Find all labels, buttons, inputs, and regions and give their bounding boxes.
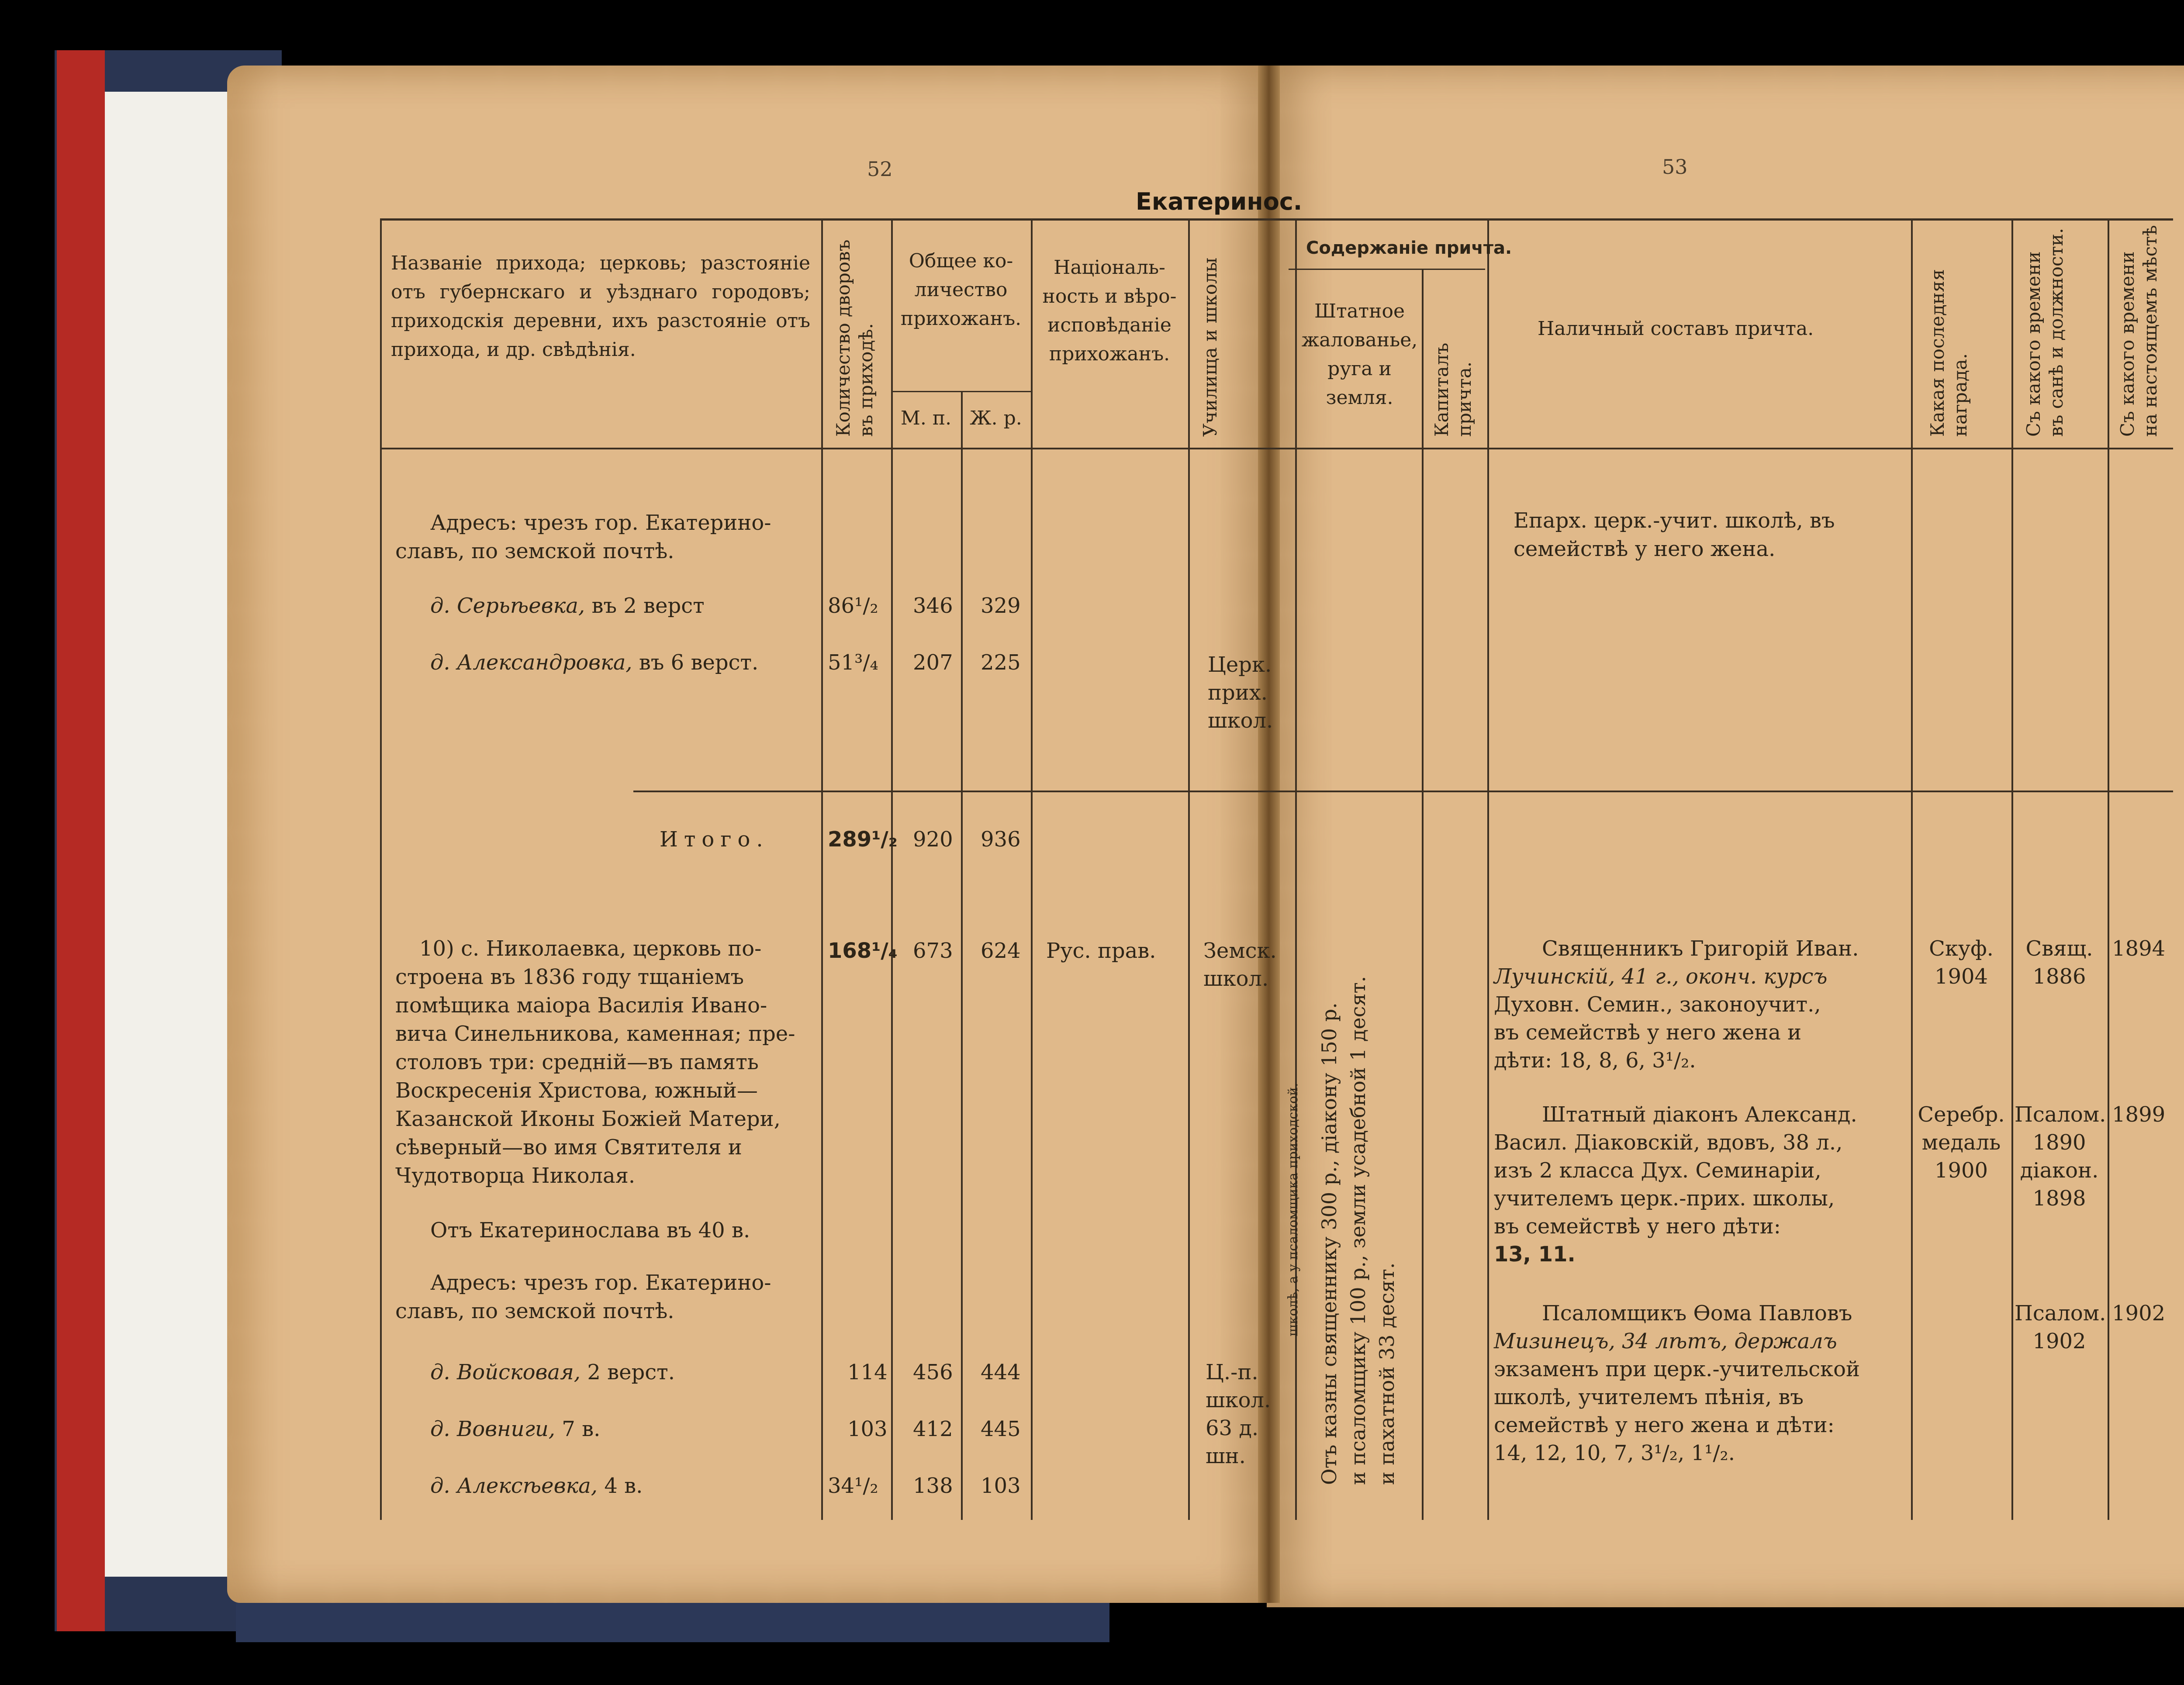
village-male: 138	[913, 1474, 953, 1498]
village-row: д. Серьѣевка, въ 2 верст	[430, 594, 705, 618]
col-rule-11	[2108, 218, 2109, 1520]
running-title: Екатеринос.	[1136, 188, 1303, 215]
village-households: 34¹/₂	[828, 1474, 878, 1498]
header-parish: Названіе прихода; церковь; разстояніе отъ губернскаго и уѣзднаго городовъ; приходскія деревни, ихъ разстояніе отъ прихода, и др. свѣдѣнія.	[391, 252, 810, 361]
village-female: 329	[981, 594, 1021, 618]
col-rule-0	[380, 218, 382, 1520]
totals-label: Итого.	[660, 827, 769, 852]
header-nationality: Національ-ность и вѣро-исповѣданіе прихожанъ.	[1042, 256, 1177, 365]
cover-red-edge	[57, 50, 105, 1631]
upper-address-line-2: славъ, по земской почтѣ.	[395, 539, 674, 563]
col-rule-3	[961, 391, 963, 1520]
header-schools: Училища и школы	[1199, 257, 1221, 437]
left-page-number: 52	[867, 157, 893, 181]
header-total: Общее ко- личество прихожанъ.	[900, 250, 1022, 330]
col-rule-5	[1188, 218, 1190, 1520]
village-households: 51³/₄	[828, 650, 878, 675]
priest-rank: Свящ. 1886	[2025, 936, 2093, 989]
parish-10-address-2: славъ, по земской почтѣ.	[395, 1299, 674, 1323]
upper-address-line-1: Адресъ: чрезъ гор. Екатерино-	[430, 511, 771, 535]
village-households: 103	[847, 1417, 888, 1441]
parish-10-school-2: Ц.-п. школ. 63 д. шн.	[1206, 1360, 1271, 1468]
header-clergy-support: Содержаніе причта.	[1306, 238, 1512, 258]
village-row: д. Войсковая, 2 верст.	[430, 1360, 675, 1385]
priest-place: 1894	[2112, 936, 2166, 961]
village-row: д. Александровка, въ 6 верст.	[430, 650, 759, 675]
flyleaf	[105, 92, 240, 1577]
priest-award: Скуф. 1904	[1929, 936, 1994, 989]
clergy-support-rotated: Отъ казны священнику 300 р., діакону 150 р. и псаломщику 100 р., земли усадебной 1 десят. и пахатной 33 десят.	[1317, 976, 1399, 1485]
header-households: Количество дворовъ въ приходѣ.	[833, 239, 877, 437]
psalmist-place: 1902	[2112, 1301, 2166, 1326]
col-rule-4	[1031, 218, 1033, 1520]
header-clergy: Наличный составъ причта.	[1538, 318, 1814, 340]
header-male: М. п.	[900, 407, 952, 429]
deacon-place: 1899	[2112, 1102, 2166, 1127]
header-since-place: Съ какого времени на настоящемъ мѣстѣ	[2117, 225, 2161, 437]
parish-10-male: 673	[913, 939, 953, 963]
deacon-award: Серебр. медаль 1900	[1918, 1102, 2005, 1183]
parish-10-school: Земск. школ.	[1203, 939, 1277, 991]
col-rule-8	[1487, 218, 1489, 1520]
col-rule-2	[891, 218, 893, 1520]
col-rule-10	[2011, 218, 2013, 1520]
upper-school: Церк. прих. школ.	[1208, 653, 1273, 733]
upper-clergy-note-2: семействѣ у него жена.	[1514, 537, 1776, 561]
village-households: 114	[847, 1360, 888, 1385]
upper-clergy-note-1: Епарх. церк.-учит. школѣ, въ	[1514, 508, 1835, 533]
col-rule-9	[1911, 218, 1913, 1520]
village-female: 445	[981, 1417, 1021, 1441]
village-female: 103	[981, 1474, 1021, 1498]
totals-female: 936	[981, 827, 1021, 852]
village-row: д. Вовниги, 7 в.	[430, 1417, 601, 1441]
psalmist-rank: Псалом. 1902	[2015, 1301, 2106, 1354]
header-salary: Штатное жалованье, руга и земля.	[1301, 300, 1418, 409]
support-note-small: школѣ, а у псаломщика приходской.	[1286, 1083, 1301, 1336]
parish-10-female: 624	[981, 939, 1021, 963]
header-rule	[380, 448, 2173, 449]
clergy-entry-deacon: Штатный діаконъ Александ. Васил. Діаковскій, вдовъ, 38 л., изъ 2 класса Дух. Семинаріи, учителемъ церк.-прих. школы, въ семействѣ у него дѣти: 13, 11.	[1494, 1102, 1857, 1267]
clergy-entry-priest: Священникъ Григорій Иван. Лучинскій, 41 г., оконч. курсъ Духовн. Семин., законоучит., въ семействѣ у него жена и дѣти: 18, 8, 6, 3¹/₂.	[1494, 936, 1859, 1073]
col-rule-7	[1422, 269, 1424, 1520]
col-rule-1	[821, 218, 823, 1520]
village-male: 346	[913, 594, 953, 618]
parish-10-households: 168¹/₄	[828, 939, 898, 963]
totals-rule	[633, 791, 2173, 792]
village-row: д. Алексѣевка, 4 в.	[430, 1474, 643, 1498]
village-male: 456	[913, 1360, 953, 1385]
header-female: Ж. р.	[970, 407, 1022, 429]
village-female: 444	[981, 1360, 1021, 1385]
header-award: Какая последняя награда.	[1927, 269, 1971, 437]
header-since-rank: Съ какого времени въ санѣ и должности.	[2023, 228, 2067, 437]
support-subheader-rule	[1289, 269, 1485, 270]
village-male: 412	[913, 1417, 953, 1441]
parish-10-address-1: Адресъ: чрезъ гор. Екатерино-	[430, 1271, 771, 1295]
village-households: 86¹/₂	[828, 594, 878, 618]
village-female: 225	[981, 650, 1021, 675]
totals-male: 920	[913, 827, 953, 852]
deacon-rank: Псалом. 1890 діакон. 1898	[2015, 1102, 2106, 1211]
header-capital: Капиталъ причта.	[1431, 342, 1475, 437]
right-page-number: 53	[1662, 155, 1688, 179]
clergy-entry-psalmist: Псаломщикъ Ѳома Павловъ Мизинецъ, 34 лѣтъ, держалъ экзаменъ при церк.-учительской школѣ, учителемъ пѣнія, въ семействѣ у него жена и дѣти: 14, 12, 10, 7, 3¹/₂, 1¹/₂.	[1494, 1301, 1860, 1465]
table-top-rule	[380, 218, 2173, 221]
parish-10-nationality: Рус. прав.	[1046, 939, 1156, 963]
totals-households: 289¹/₂	[828, 827, 898, 852]
village-male: 207	[913, 650, 953, 675]
parish-10-distance: Отъ Екатеринослава въ 40 в.	[430, 1218, 750, 1243]
